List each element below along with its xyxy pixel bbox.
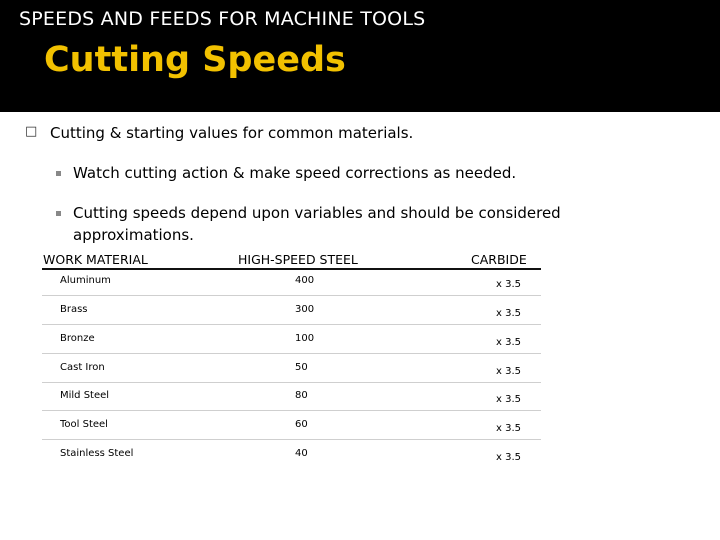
header-work-material: WORK MATERIAL: [43, 252, 148, 267]
row-divider: [42, 439, 541, 440]
main-bullet-text: Cutting & starting values for common materials.: [50, 124, 414, 142]
table-row: [60, 448, 530, 476]
carbide-cell: x 3.5: [496, 423, 521, 434]
table-row: [60, 419, 530, 447]
header-high-speed-steel: HIGH-SPEED STEEL: [238, 252, 358, 267]
carbide-cell: x 3.5: [496, 452, 521, 463]
carbide-cell: x 3.5: [496, 337, 521, 348]
row-divider: [42, 410, 541, 411]
hss-cell: 40: [295, 448, 308, 459]
hss-cell: 50: [295, 362, 308, 373]
table-row: [60, 333, 530, 361]
material-cell: Aluminum: [60, 275, 111, 286]
material-cell: Brass: [60, 304, 88, 315]
row-divider: [42, 353, 541, 354]
carbide-cell: x 3.5: [496, 394, 521, 405]
hss-cell: 300: [295, 304, 315, 315]
table-row: [60, 362, 530, 390]
square-bullet-icon: [56, 211, 61, 216]
material-cell: Bronze: [60, 333, 95, 344]
table-row: [60, 304, 530, 332]
row-divider: [42, 295, 541, 296]
header-divider: [42, 268, 541, 270]
bullet-box-icon: □: [25, 124, 38, 139]
carbide-cell: x 3.5: [496, 366, 521, 377]
row-divider: [42, 324, 541, 325]
main-bullet: [25, 124, 414, 142]
table-row: [60, 275, 530, 303]
sub-bullet-2-text: Cutting speeds depend upon variables and should be considered approximations.: [73, 204, 561, 244]
row-divider: [42, 382, 541, 383]
sub-bullet-2: [73, 202, 613, 246]
material-cell: Cast Iron: [60, 362, 105, 373]
table-row: [60, 390, 530, 418]
slide-title: Cutting Speeds: [44, 40, 346, 80]
material-cell: Mild Steel: [60, 390, 110, 401]
hss-cell: 60: [295, 419, 308, 430]
header-carbide: CARBIDE: [471, 252, 527, 267]
carbide-cell: x 3.5: [496, 279, 521, 290]
hss-cell: 400: [295, 275, 315, 286]
carbide-cell: x 3.5: [496, 308, 521, 319]
hss-cell: 100: [295, 333, 315, 344]
slide-supertitle: SPEEDS AND FEEDS FOR MACHINE TOOLS: [19, 8, 426, 30]
material-cell: Tool Steel: [60, 419, 108, 430]
title-banner: [0, 0, 720, 112]
material-cell: Stainless Steel: [60, 448, 134, 459]
square-bullet-icon: [56, 171, 61, 176]
hss-cell: 80: [295, 390, 308, 401]
sub-bullet-1-text: Watch cutting action & make speed corrections as needed.: [73, 164, 517, 182]
sub-bullet-1: [73, 162, 653, 184]
